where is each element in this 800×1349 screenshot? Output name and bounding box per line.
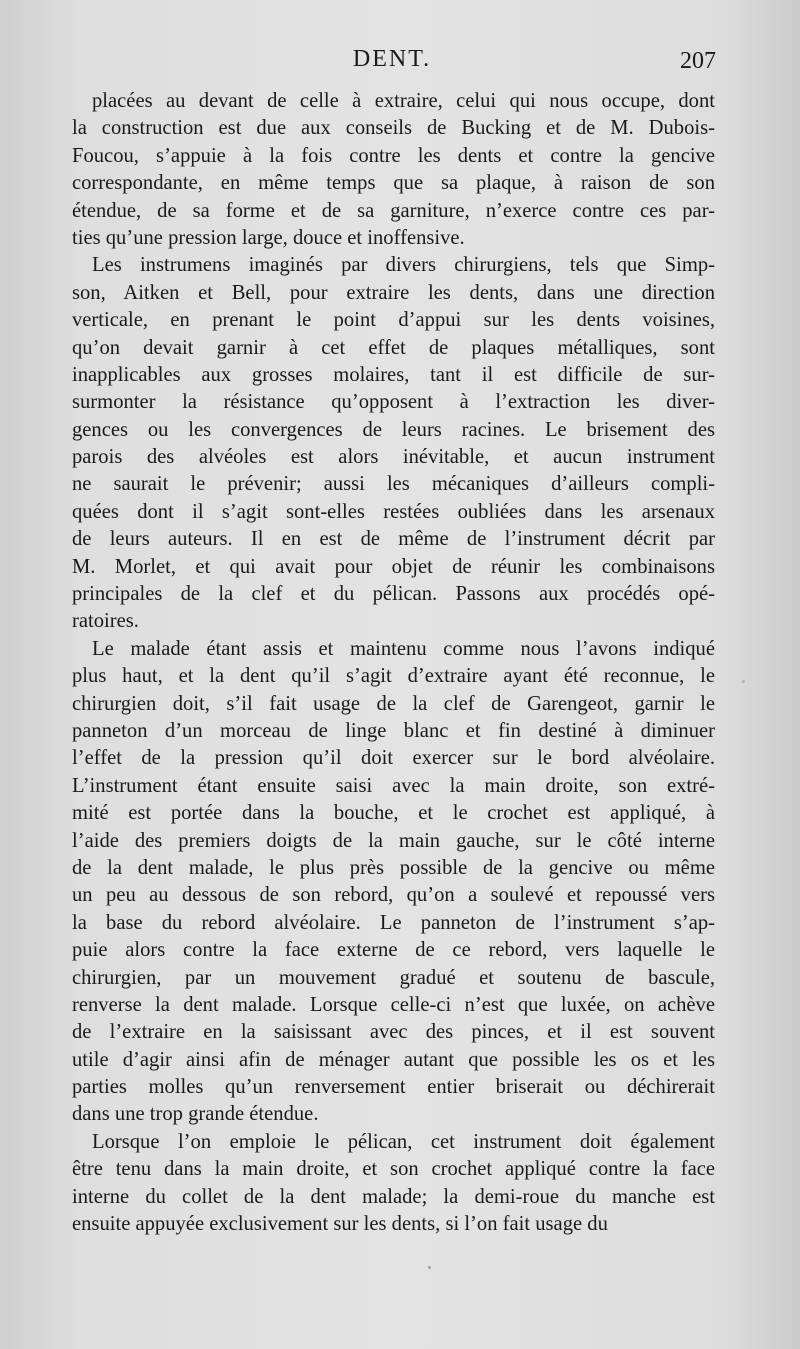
text-line: placées au devant de celle à extraire, celui qui nous occupe, dont bbox=[92, 90, 715, 112]
paragraph bbox=[72, 1129, 715, 1239]
page-number: 207 bbox=[680, 48, 716, 74]
running-head-title: DENT. bbox=[352, 46, 432, 72]
text-line: Les instrumens imaginés par divers chirurgiens, tels que Simp- bbox=[92, 254, 715, 277]
text-line: mité est portée dans la bouche, et le crochet est appliqué, à bbox=[72, 802, 715, 825]
text-line: ne saurait le prévenir; aussi les mécaniques d’ailleurs compli- bbox=[72, 473, 715, 496]
text-line: l’aide des premiers doigts de la main gauche, sur le côté interne bbox=[72, 829, 715, 852]
text-line: qu’on devait garnir à cet effet de plaques métalliques, sont bbox=[72, 336, 715, 359]
paragraph bbox=[72, 252, 715, 635]
text-line: Foucou, s’appuie à la fois contre les dents et contre la gencive bbox=[72, 144, 715, 167]
text-line: L’instrument étant ensuite saisi avec la main droite, son extré- bbox=[72, 774, 715, 797]
text-line: la base du rebord alvéolaire. Le panneton de l’instrument s’ap- bbox=[72, 911, 715, 934]
text-line: de l’extraire en la saisissant avec des pinces, et il est souvent bbox=[72, 1021, 715, 1044]
text-line: panneton d’un morceau de linge blanc et fin destiné à diminuer bbox=[72, 719, 715, 742]
text-line: être tenu dans la main droite, et son crochet appliqué contre la face bbox=[72, 1158, 715, 1181]
text-line: puie alors contre la face externe de ce rebord, vers laquelle le bbox=[72, 939, 715, 962]
paper-speck bbox=[742, 680, 745, 683]
text-line: parties molles qu’un renversement entier briserait ou déchirerait bbox=[72, 1076, 715, 1099]
text-line: renverse la dent malade. Lorsque celle-ci n’est que luxée, on achève bbox=[72, 993, 715, 1016]
text-line: de leurs auteurs. Il en est de même de l’instrument décrit par bbox=[72, 528, 715, 551]
text-line: verticale, en prenant le point d’appui sur les dents voisines, bbox=[72, 309, 715, 332]
paragraph bbox=[72, 88, 715, 252]
text-line: étendue, de sa forme et de sa garniture, n’exerce contre ces par- bbox=[72, 199, 715, 222]
running-head bbox=[68, 46, 716, 82]
text-line: Le malade étant assis et maintenu comme nous l’avons indiqué bbox=[92, 637, 715, 660]
text-line: son, Aitken et Bell, pour extraire les dents, dans une direction bbox=[72, 281, 715, 304]
text-line: principales de la clef et du pélican. Passons aux procédés opé- bbox=[72, 583, 715, 606]
text-line: un peu au dessous de son rebord, qu’on a soulevé et repoussé vers bbox=[72, 884, 715, 907]
paragraph bbox=[72, 636, 715, 1129]
text-line: ratoires. bbox=[72, 610, 139, 633]
body-text bbox=[72, 88, 715, 1238]
text-line: inapplicables aux grosses molaires, tant il est difficile de sur- bbox=[72, 363, 715, 386]
text-line: la construction est due aux conseils de Bucking et de M. Dubois- bbox=[72, 117, 715, 140]
paper-speck bbox=[428, 1266, 431, 1269]
text-line: gences ou les convergences de leurs racines. Le brisement des bbox=[72, 418, 715, 441]
text-line: parois des alvéoles est alors inévitable, et aucun instrument bbox=[72, 446, 715, 469]
text-line: Lorsque l’on emploie le pélican, cet instrument doit également bbox=[92, 1130, 715, 1153]
text-line: chirurgien doit, s’il fait usage de la clef de Garengeot, garnir le bbox=[72, 692, 715, 715]
text-line: ensuite appuyée exclusivement sur les dents, si l’on fait usage du bbox=[72, 1213, 608, 1236]
text-line: quées dont il s’agit sont-elles restées oubliées dans les arsenaux bbox=[72, 500, 715, 523]
text-line: ties qu’une pression large, douce et inoffensive. bbox=[72, 226, 465, 249]
text-line: correspondante, en même temps que sa plaque, à raison de son bbox=[72, 172, 715, 195]
text-line: plus haut, et la dent qu’il s’agit d’extraire ayant été reconnue, le bbox=[72, 665, 715, 688]
text-line: interne du collet de la dent malade; la demi-roue du manche est bbox=[72, 1185, 715, 1208]
text-line: dans une trop grande étendue. bbox=[72, 1103, 319, 1126]
text-line: de la dent malade, le plus près possible de la gencive ou même bbox=[72, 856, 715, 879]
text-line: utile d’agir ainsi afin de ménager autant que possible les os et les bbox=[72, 1048, 715, 1071]
text-line: surmonter la résistance qu’opposent à l’extraction les diver- bbox=[72, 391, 715, 414]
text-line: M. Morlet, et qui avait pour objet de réunir les combinaisons bbox=[72, 555, 715, 578]
text-line: l’effet de la pression qu’il doit exercer sur le bord alvéolaire. bbox=[72, 747, 715, 770]
text-line: chirurgien, par un mouvement gradué et soutenu de bascule, bbox=[72, 966, 715, 989]
